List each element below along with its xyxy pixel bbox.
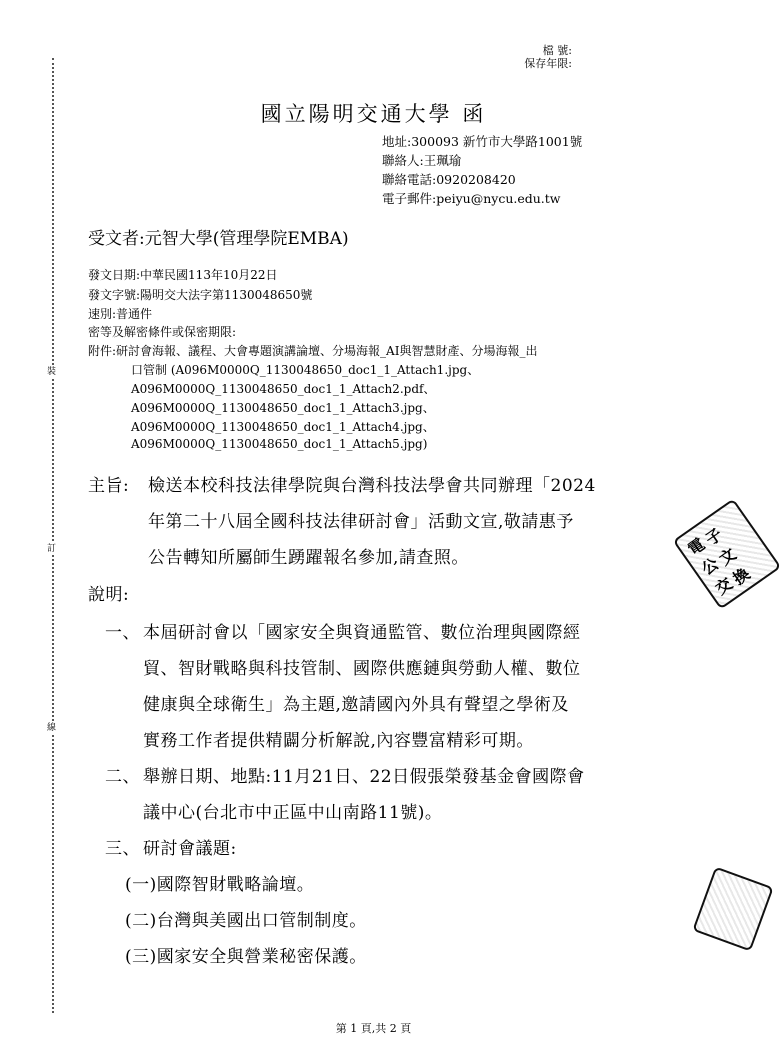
binding-margin-line <box>52 58 54 1013</box>
binding-mark-xian: 線 <box>47 723 57 733</box>
item-2-line: 議中心(台北市中正區中山南路11號)。 <box>143 803 443 823</box>
item-3-subitem: (三)國家安全與營業秘密保護。 <box>125 947 367 967</box>
stamp-char: 子 <box>701 524 726 550</box>
recipient: 受文者:元智大學(管理學院EMBA) <box>88 229 349 249</box>
security-level: 密等及解密條件或保密期限: <box>88 325 237 339</box>
attachment-line: A096M0000Q_1130048650_doc1_1_Attach4.jpg、 <box>131 420 435 434</box>
explanation-label: 說明: <box>88 585 130 605</box>
subject-line: 公告轉知所屬師生踴躍報名參加,請查照。 <box>148 548 469 568</box>
stamp-char: 文 <box>715 544 740 569</box>
archive-retention-period: 保存年限: <box>524 57 572 70</box>
subject-line: 年第二十八屆全國科技法律研討會」活動文宣,敬請惠予 <box>148 512 574 532</box>
item-1-marker: 一、 <box>105 623 140 643</box>
item-1-line: 本屆研討會以「國家安全與資通監管、數位治理與國際經 <box>143 623 581 643</box>
binding-mark-ding: 訂 <box>47 544 57 554</box>
exchange-stamp <box>673 498 781 609</box>
stamp-char: 電 <box>684 534 709 560</box>
contact-email: 電子郵件:peiyu@nycu.edu.tw <box>382 191 561 206</box>
item-3-subitem: (一)國際智財戰略論壇。 <box>125 875 315 895</box>
item-1-line: 貿、智財戰略與科技管制、國際供應鏈與勞動人權、數位 <box>143 659 581 679</box>
stamp-char: 交 <box>711 573 736 599</box>
binding-mark-zhuang: 裝 <box>47 367 57 377</box>
subject-label: 主旨: <box>88 476 130 496</box>
issue-date: 發文日期:中華民國113年10月22日 <box>88 268 278 282</box>
contact-address: 地址:300093 新竹市大學路1001號 <box>382 134 583 149</box>
attachment-line: A096M0000Q_1130048650_doc1_1_Attach3.jpg、 <box>131 401 435 415</box>
document-title: 國立陽明交通大學 函 <box>260 102 487 126</box>
stamp-char: 換 <box>729 563 754 589</box>
item-1-line: 實務工作者提供精闢分析解說,內容豐富精彩可期。 <box>143 731 534 751</box>
archive-file-number: 檔 號: <box>542 44 572 57</box>
contact-person: 聯絡人:王珮瑜 <box>382 153 462 168</box>
document-number: 發文字號:陽明交大法字第1130048650號 <box>88 288 313 302</box>
attachment-line: A096M0000Q_1130048650_doc1_1_Attach5.jpg) <box>131 437 428 451</box>
item-3-marker: 三、 <box>105 839 140 859</box>
item-2-marker: 二、 <box>105 767 140 787</box>
delivery-speed: 速別:普通件 <box>88 307 153 321</box>
stamp-char: 公 <box>698 554 723 579</box>
item-3-subitem: (二)台灣與美國出口管制制度。 <box>125 911 367 931</box>
item-3-label: 研討會議題: <box>143 839 237 859</box>
subject-line: 檢送本校科技法律學院與台灣科技法學會共同辦理「2024 <box>148 476 596 496</box>
exchange-stamp <box>692 866 774 951</box>
attachment-line: A096M0000Q_1130048650_doc1_1_Attach2.pdf、 <box>131 382 436 396</box>
page-number: 第 1 頁,共 2 頁 <box>335 1022 412 1035</box>
contact-phone: 聯絡電話:0920208420 <box>382 172 516 187</box>
attachment-line: 口管制 (A096M0000Q_1130048650_doc1_1_Attach1.jpg、 <box>131 363 480 377</box>
item-1-line: 健康與全球衛生」為主題,邀請國內外具有聲望之學術及 <box>143 695 569 715</box>
item-2-line: 舉辦日期、地點:11月21日、22日假張榮發基金會國際會 <box>143 767 585 787</box>
attachment-line: 附件:研討會海報、議程、大會專題演講論壇、分場海報_AI與智慧財產、分場海報_出 <box>88 344 538 358</box>
